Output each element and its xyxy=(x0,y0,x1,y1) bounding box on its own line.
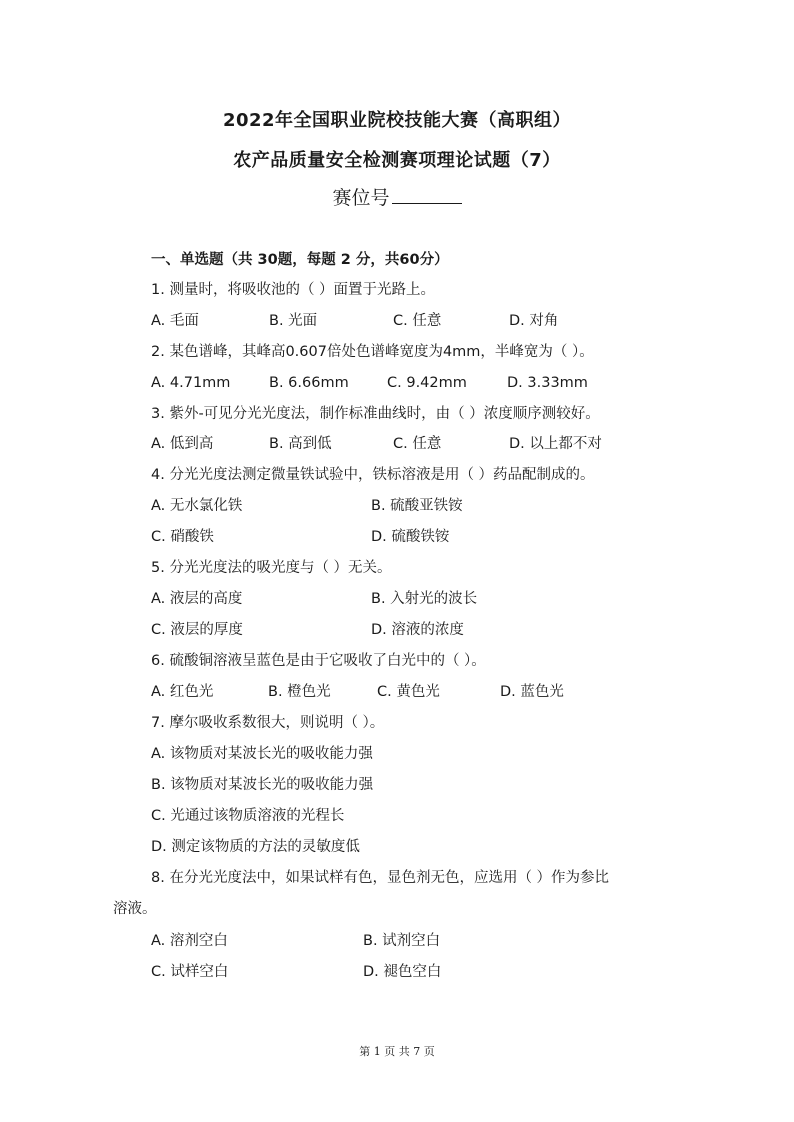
question-5-option-d: D. 溶液的浓度 xyxy=(371,622,464,638)
question-6-option-a: A. 红色光 xyxy=(151,684,214,700)
question-2-option-a: A. 4.71mm xyxy=(151,375,231,391)
question-4-option-b: B. 硫酸亚铁铵 xyxy=(371,498,463,514)
question-1-option-d: D. 对角 xyxy=(509,313,559,329)
question-1-option-c: C. 任意 xyxy=(393,313,442,329)
question-4: 4. 分光光度法测定微量铁试验中，铁标溶液是用（ ）药品配制成的。 xyxy=(151,467,595,483)
question-2-option-d: D. 3.33mm xyxy=(507,375,588,391)
question-5-option-a: A. 液层的高度 xyxy=(151,591,243,607)
question-1-option-a: A. 毛面 xyxy=(151,313,199,329)
question-6-option-d: D. 蓝色光 xyxy=(500,684,564,700)
question-4-option-a: A. 无水氯化铁 xyxy=(151,498,243,514)
question-8-option-d: D. 褪色空白 xyxy=(363,964,442,980)
exam-subtitle: 农产品质量安全检测赛项理论试题（7） xyxy=(233,150,561,171)
question-7-option-c: C. 光通过该物质溶液的光程长 xyxy=(151,808,345,824)
question-3-option-a: A. 低到高 xyxy=(151,436,214,452)
exam-title: 2022年全国职业院校技能大赛（高职组） xyxy=(222,110,572,131)
question-3: 3. 紫外-可见分光光度法，制作标准曲线时，由（ ）浓度顺序测较好。 xyxy=(151,406,600,422)
question-8-option-b: B. 试剂空白 xyxy=(363,933,441,949)
question-2: 2. 某色谱峰，其峰高0.607倍处色谱峰宽度为4mm，半峰宽为（ ）。 xyxy=(151,344,594,360)
question-7-option-b: B. 该物质对某波长光的吸收能力强 xyxy=(151,777,374,793)
question-8-continuation: 溶液。 xyxy=(113,901,157,917)
question-5: 5. 分光光度法的吸光度与（ ）无关。 xyxy=(151,560,392,576)
seat-number-label: 赛位号 xyxy=(332,187,390,209)
question-1-option-b: B. 光面 xyxy=(269,313,318,329)
page-footer: 第 1 页 共 7 页 xyxy=(359,1045,435,1058)
question-4-option-d: D. 硫酸铁铵 xyxy=(371,529,450,545)
question-7-option-a: A. 该物质对某波长光的吸收能力强 xyxy=(151,746,373,762)
question-6-option-b: B. 橙色光 xyxy=(268,684,331,700)
question-1: 1. 测量时，将吸收池的（ ）面置于光路上。 xyxy=(151,282,436,298)
question-2-option-b: B. 6.66mm xyxy=(269,375,349,391)
question-5-option-c: C. 液层的厚度 xyxy=(151,622,243,638)
question-8-option-a: A. 溶剂空白 xyxy=(151,933,228,949)
question-7-option-d: D. 测定该物质的方法的灵敏度低 xyxy=(151,839,360,855)
question-6-option-c: C. 黄色光 xyxy=(377,684,440,700)
question-4-option-c: C. 硝酸铁 xyxy=(151,529,214,545)
question-5-option-b: B. 入射光的波长 xyxy=(371,591,478,607)
question-2-option-c: C. 9.42mm xyxy=(387,375,467,391)
seat-number-field xyxy=(0,183,794,210)
question-6: 6. 硫酸铜溶液呈蓝色是由于它吸收了白光中的（ ）。 xyxy=(151,653,486,669)
section-heading: 一、单选题（共 30题，每题 2 分，共60分） xyxy=(151,252,449,268)
question-8-option-c: C. 试样空白 xyxy=(151,964,229,980)
question-7: 7. 摩尔吸收系数很大，则说明（ ）。 xyxy=(151,715,385,731)
question-3-option-c: C. 任意 xyxy=(393,436,442,452)
seat-number-blank xyxy=(392,185,462,204)
question-3-option-b: B. 高到低 xyxy=(269,436,332,452)
question-3-option-d: D. 以上都不对 xyxy=(509,436,602,452)
question-8: 8. 在分光光度法中，如果试样有色，显色剂无色，应选用（ ）作为参比 xyxy=(151,870,610,886)
